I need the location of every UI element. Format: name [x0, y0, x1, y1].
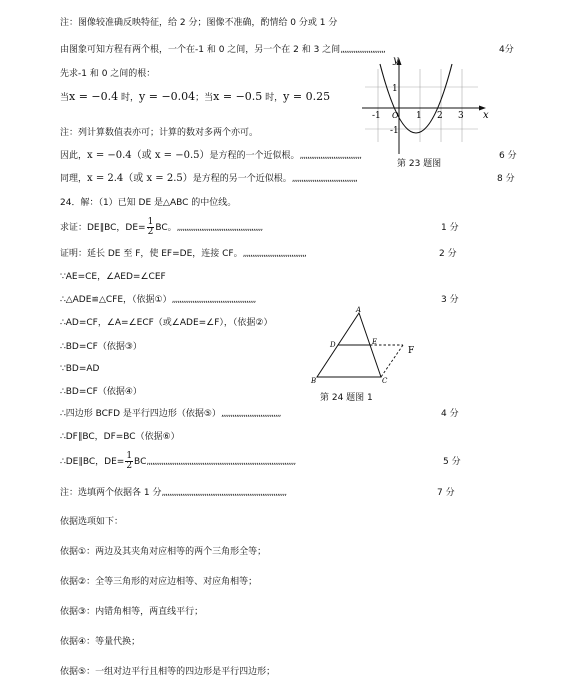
note-graph-scoring: 注：图像较准确反映特征，给 2 分；图像不准确，酌情给 0 分或 1 分 — [60, 18, 338, 28]
proof-construction: 证明：延长 DE 至 F，使 EF=DE，连接 CF。 — [60, 249, 243, 259]
proof-construction-line — [60, 248, 306, 260]
score-4b: 4 分 — [441, 409, 459, 419]
vertex-c-label: C — [382, 377, 388, 385]
leader-dots: ,,,,,,,,,,,,,,,,,,,,,,,,,,,,,,,,,,,,,,,,,,,,,,,,,,,,,,,,,,,,,,,,,,,,,,,,,,,,,,,, — [146, 457, 296, 467]
prove-bc: BC。 — [155, 223, 177, 233]
second-root-value: x = 2.4（或 x = 2.5） — [87, 173, 193, 184]
eval-x2: x = −0.5 — [213, 90, 263, 103]
proof-step-7: ∴四边形 BCFD 是平行四边形（依据⑤） — [60, 409, 221, 419]
fraction-numerator: 1 — [147, 217, 154, 227]
basis-option-2: 依据②：全等三角形的对应边相等、对应角相等； — [60, 577, 258, 587]
conclusion-text: ∴DE∥BC，DE= — [60, 457, 125, 467]
second-root-desc: 是方程的另一个近似根。 — [192, 174, 292, 184]
fraction-numerator: 1 — [126, 451, 133, 461]
proof-step-8: ∴DF∥BC，DF=BC（依据⑥） — [60, 432, 180, 442]
leader-dots: ,,,,,,,,,,,,,,,,,,,,,,,,,,,,,,,,,,,,,,,,,,,,,, — [176, 223, 263, 233]
prove-text: 求证：DE∥BC，DE= — [60, 223, 146, 233]
figure-23-caption: 第 23 题图 — [397, 159, 442, 169]
leader-dots: ,,,,,,,,,,,,,,,,,,,,,,,,,,,,,,,, — [220, 409, 281, 419]
proof-step-2-line — [60, 294, 255, 306]
point-e-label: E — [372, 338, 378, 346]
half-fraction — [125, 452, 133, 471]
proof-step-5: ∵BD=AD — [60, 364, 100, 374]
basis-option-1: 依据①：两边及其夹角对应相等的两个三角形全等； — [60, 547, 267, 557]
score-8: 8 分 — [497, 174, 515, 184]
eval-when-1: 当 — [60, 93, 70, 103]
score-3: 3 分 — [441, 295, 459, 305]
score-1: 1 分 — [441, 223, 459, 233]
eval-y1: y = −0.04 — [139, 90, 196, 103]
parabola-graph — [360, 54, 500, 154]
leader-dots: ,,,,,,,,,,,,,,,,,,,,,,,,,,,,,,,,,, — [242, 249, 306, 259]
conclusion-bc: BC — [134, 457, 147, 467]
roots-location-text: 由图象可知方程有两个根，一个在-1 和 0 之间，另一个在 2 和 3 之间 — [60, 45, 341, 55]
eval-comma-2: 时， — [262, 93, 284, 103]
score-6: 6 分 — [499, 151, 517, 161]
tick-label-minus1: -1 — [372, 111, 381, 121]
basis-option-5: 依据⑤：一组对边平行且相等的四边形是平行四边形； — [60, 667, 276, 677]
origin-label: O — [392, 111, 399, 120]
tick-label-y-minus1: -1 — [390, 126, 399, 136]
score-7: 7 分 — [437, 488, 455, 498]
leader-dots: ,,,,,,,,,,,,,,,,,,,,,,,,,,,,,,,,, — [299, 151, 361, 161]
score-2: 2 分 — [439, 249, 457, 259]
note-basis-scoring: 注：选填两个依据各 1 分 — [60, 488, 162, 498]
fraction-denominator: 2 — [147, 227, 154, 237]
triangle-figure — [308, 305, 428, 385]
half-fraction — [147, 218, 155, 237]
tick-label-y1: 1 — [392, 84, 398, 94]
vertex-a-label: A — [356, 306, 362, 314]
segment-cf-dashed — [381, 345, 403, 377]
therefore-text: 因此， — [60, 151, 88, 161]
point-f-label: F — [408, 346, 415, 356]
basis-option-3: 依据③：内错角相等，两直线平行； — [60, 607, 204, 617]
proof-step-4: ∴BD=CF（依据③） — [60, 342, 142, 352]
basis-options-heading: 依据选项如下： — [60, 517, 124, 527]
leader-dots: ,,,,,,,,,,,,,,,,,,,,,,,,,,,,,,,,,,,,,,,,,,,,, — [171, 295, 256, 305]
x-axis-label: x — [483, 110, 489, 121]
eval-when-2: ；当 — [195, 93, 214, 103]
second-approx-root-line — [60, 173, 357, 185]
proof-step-7-line — [60, 408, 280, 420]
first-root-value: x = −0.4（或 x = −0.5） — [87, 150, 210, 161]
proof-step-6: ∴BD=CF（依据④） — [60, 387, 142, 397]
proof-step-1: ∵AE=CE，∠AED=∠CEF — [60, 272, 166, 282]
evaluation-line — [60, 91, 330, 104]
eval-y2: y = 0.25 — [283, 90, 331, 103]
note-table-acceptable: 注：列计算数值表亦可；计算的数对多两个亦可。 — [60, 128, 259, 138]
q24-heading: 24．解：（1）已知 DE 是△ABC 的中位线。 — [60, 198, 237, 208]
leader-dots: ,,,,,,,,,,,,,,,,,,,,,,,,,,,,,,,,,,, — [291, 174, 357, 184]
leader-dots: ,,,,,,,,,,,,,,,,,,,,,,,, — [340, 45, 385, 55]
prove-statement — [60, 218, 262, 237]
note-basis-scoring-line — [60, 487, 286, 499]
proof-step-2: ∴△ADE≌△CFE，（依据①） — [60, 295, 172, 305]
eval-comma-1: 时， — [118, 93, 140, 103]
proof-step-3: ∴AD=CF，∠A=∠ECF（或∠ADE=∠F），（依据②） — [60, 318, 273, 328]
point-d-label: D — [330, 341, 336, 349]
score-5: 5 分 — [443, 457, 461, 467]
tick-label-1: 1 — [416, 111, 422, 121]
score-4: 4分 — [499, 45, 514, 55]
roots-location-line — [60, 44, 385, 56]
first-root-intro: 先求-1 和 0 之间的根： — [60, 69, 156, 79]
fraction-denominator: 2 — [126, 461, 133, 471]
y-axis-label: y — [393, 55, 399, 66]
vertex-b-label: B — [311, 377, 317, 385]
first-approx-root-line — [60, 150, 361, 162]
basis-option-4: 依据④：等量代换； — [60, 637, 141, 647]
figure-24-caption: 第 24 题图 1 — [320, 393, 373, 403]
eval-x1: x = −0.4 — [69, 90, 119, 103]
tick-label-2: 2 — [437, 111, 443, 121]
proof-conclusion — [60, 452, 295, 471]
leader-dots: ,,,,,,,,,,,,,,,,,,,,,,,,,,,,,,,,,,,,,,,,,,,,,,,,,,,,,,,,,,,,,,,,,,, — [161, 488, 287, 498]
first-root-desc: 是方程的一个近似根。 — [209, 151, 300, 161]
tick-label-3: 3 — [458, 111, 464, 121]
similarly-text: 同理， — [60, 174, 88, 184]
